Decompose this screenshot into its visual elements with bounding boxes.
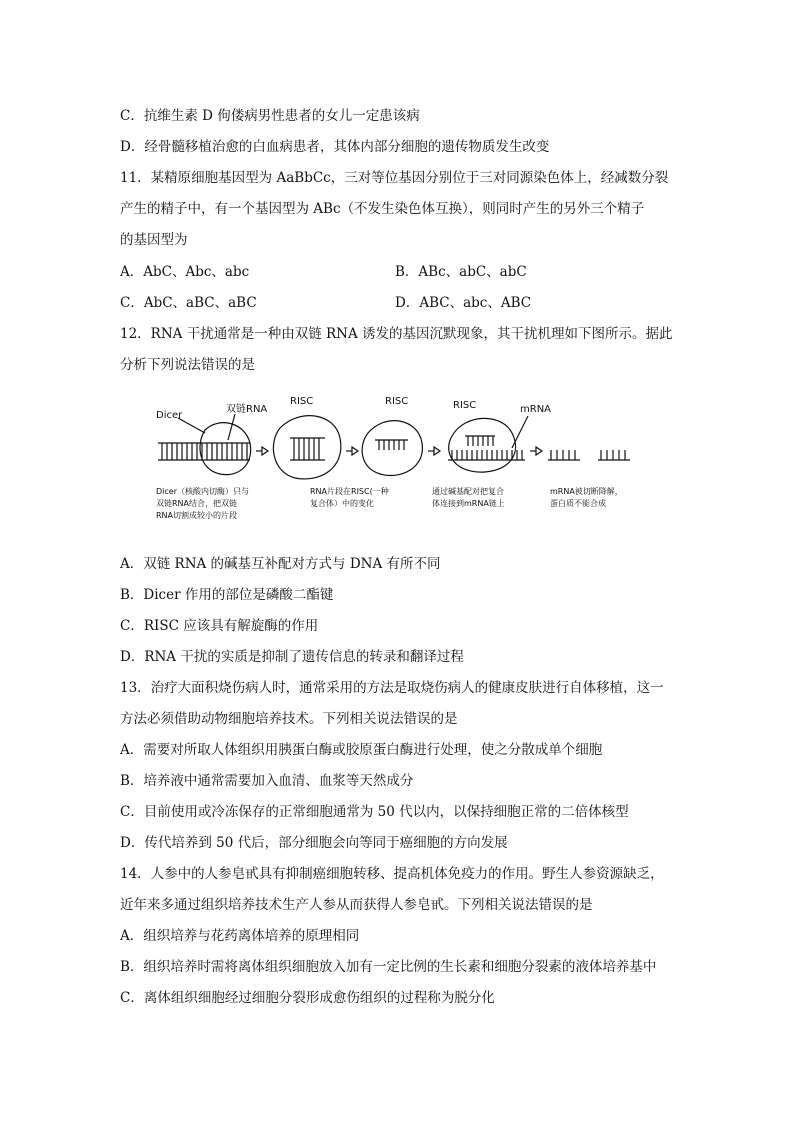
q12-option-b: B．Dicer 作用的部位是磷酸二酯键 [120, 587, 334, 603]
q11-option-c: C．AbC、aBC、aBC [120, 295, 257, 311]
q12-option-a: A．双链 RNA 的碱基互补配对方式与 DNA 有所不同 [120, 556, 441, 572]
q11-option-a: A．AbC、Abc、abc [120, 264, 250, 280]
q14-stem-line1: 14．人参中的人参皂甙具有抑制癌细胞转移、提高机体免疫力的作用。野生人参资源缺乏， [120, 866, 664, 882]
q14-option-a: A．组织培养与花药离体培养的原理相同 [120, 928, 360, 944]
q12-stem-line1: 12．RNA 干扰通常是一种由双链 RNA 诱发的基因沉默现象，其干扰机理如下图所示。据此 [120, 326, 673, 342]
label-mrna: mRNA [520, 404, 552, 415]
dsrna-rungs [162, 443, 247, 460]
caption-1-line3: RNA切割成较小的片段 [156, 511, 238, 520]
q14-option-c: C．离体组织细胞经过细胞分裂形成愈伤组织的过程称为脱分化 [120, 990, 495, 1006]
q12-option-c: C．RISC 应该具有解旋酶的作用 [120, 618, 319, 634]
caption-2-line1: RNA片段在RISC(一种 [310, 487, 389, 496]
q12-stem-line2: 分析下列说法错误的是 [120, 357, 255, 373]
q11-option-b: B．ABc、abC、abC [395, 264, 527, 280]
q12-option-d: D．RNA 干扰的实质是抑制了遗传信息的转录和翻译过程 [120, 649, 464, 665]
caption-2-line2: 复合体）中的变化 [310, 499, 374, 508]
q14-option-b: B．组织培养时需将离体组织细胞放入加有一定比例的生长素和细胞分裂素的液体培养基中 [120, 959, 657, 975]
label-risc-2: RISC [385, 396, 409, 407]
caption-1-line2: 双链RNA结合，把双链 [156, 499, 238, 508]
dsrna-pointer [228, 414, 235, 440]
rna-interference-diagram [150, 388, 640, 528]
q10-option-c: C．抗维生素 D 佝偻病男性患者的女儿一定患该病 [120, 108, 420, 124]
q14-stem-line2: 近年来多通过组织培养技术生产人参从而获得人参皂甙。下列相关说法错误的是 [120, 897, 593, 913]
q11-option-d: D．ABC、abc、ABC [395, 295, 532, 311]
caption-3-line2: 体连接到mRNA链上 [432, 499, 505, 508]
label-risc-3: RISC [453, 400, 477, 411]
mrna-pointer [512, 416, 528, 448]
label-risc-1: RISC [290, 396, 314, 407]
q13-stem-line2: 方法必须借助动物细胞培养技术。下列相关说法错误的是 [120, 711, 458, 727]
rna-interference-figure [150, 388, 640, 528]
risc-shape-1 [273, 416, 340, 479]
q11-stem-line2: 产生的精子中，有一个基因型为 ABc（不发生染色体互换），则同时产生的另外三个精子 [120, 201, 645, 217]
q11-stem-line1: 11．某精原细胞基因型为 AaBbCc，三对等位基因分别位于三对同源染色体上，经减数分裂 [120, 170, 669, 186]
q13-option-d: D．传代培养到 50 代后，部分细胞会向等同于癌细胞的方向发展 [120, 835, 508, 851]
q13-option-c: C．目前使用或冷冻保存的正常细胞通常为 50 代以内，以保持细胞正常的二倍体核型 [120, 804, 629, 820]
q13-option-a: A．需要对所取人体组织用胰蛋白酶或胶原蛋白酶进行处理，使之分散成单个细胞 [120, 742, 603, 758]
dicer-shape [200, 423, 251, 475]
risc-shape-2 [362, 421, 422, 476]
label-dsrna: 双链RNA [226, 404, 268, 415]
q13-option-b: B．培养液中通常需要加入血清、血浆等天然成分 [120, 773, 414, 789]
q11-stem-line3: 的基因型为 [120, 232, 188, 248]
q13-stem-line1: 13．治疗大面积烧伤病人时，通常采用的方法是取烧伤病人的健康皮肤进行自体移植，这一 [120, 680, 664, 696]
caption-3-line1: 通过碱基配对把复合 [432, 487, 504, 496]
q10-option-d: D．经骨髓移植治愈的白血病患者，其体内部分细胞的遗传物质发生改变 [120, 139, 550, 155]
risc-shape-3 [449, 418, 516, 472]
caption-4-line1: mRNA被切断降解， [550, 487, 623, 496]
cleaved-mrna-fragments [548, 450, 630, 460]
caption-4-line2: 蛋白质不能合成 [550, 499, 606, 508]
label-dicer: Dicer [156, 410, 183, 421]
caption-1-line1: Dicer（核酸内切酶）只与 [156, 487, 249, 496]
